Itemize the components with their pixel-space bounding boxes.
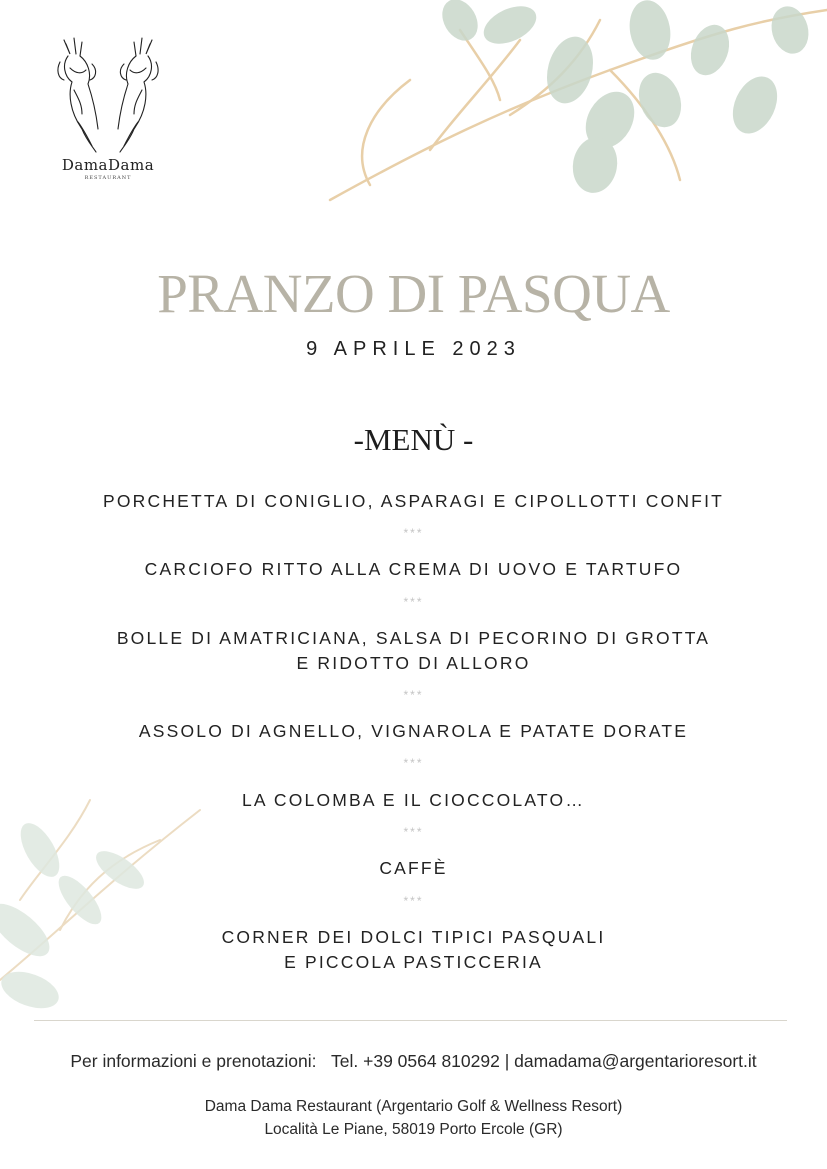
restaurant-logo	[48, 34, 168, 181]
contact-line	[0, 1051, 827, 1072]
page-title: PRANZO DI PASQUA	[157, 263, 670, 324]
contact-label: Per informazioni e prenotazioni:	[70, 1051, 317, 1071]
footer-address-line2: Località Le Piane, 58019 Porto Ercole (GR)	[264, 1121, 563, 1138]
email-link[interactable]: damadama@argentarioresort.it	[514, 1051, 757, 1071]
separator: ***	[403, 688, 424, 702]
logo-wordmark: DamaDama	[61, 156, 155, 174]
olive-branch-icon	[310, 0, 827, 215]
menu-item: PORCHETTA DI CONIGLIO, ASPARAGI E CIPOLLOTTI CONFIT	[102, 491, 725, 511]
deer-heads-logo-icon	[52, 34, 164, 154]
menu-item: CORNER DEI DOLCI TIPICI PASQUALI	[221, 927, 606, 947]
separator: ***	[403, 526, 424, 540]
menu-item: ASSOLO DI AGNELLO, VIGNAROLA E PATATE DORATE	[138, 721, 689, 741]
menu-heading: -MENÙ -	[353, 422, 474, 457]
footer-address-line1: Dama Dama Restaurant (Argentario Golf & Wellness Resort)	[204, 1098, 623, 1115]
menu-item-line2: E RIDOTTO DI ALLORO	[296, 653, 531, 673]
separator: ***	[403, 894, 424, 908]
menu-item: BOLLE DI AMATRICIANA, SALSA DI PECORINO DI GROTTA	[116, 628, 711, 648]
menu-item: CARCIOFO RITTO ALLA CREMA DI UOVO E TARTUFO	[144, 559, 683, 579]
event-date: 9 APRILE 2023	[306, 338, 521, 360]
separator: ***	[403, 756, 424, 770]
menu-item: CAFFÈ	[379, 858, 448, 878]
contact-divider: |	[504, 1051, 510, 1071]
divider	[34, 1020, 787, 1021]
phone-link[interactable]: Tel. +39 0564 810292	[331, 1051, 500, 1071]
separator: ***	[403, 595, 424, 609]
menu-item-line2: E PICCOLA PASTICCERIA	[284, 952, 543, 972]
separator: ***	[403, 825, 424, 839]
menu-item: LA COLOMBA E IL CIOCCOLATO…	[241, 790, 586, 810]
logo-subtitle: RESTAURANT	[84, 175, 132, 181]
